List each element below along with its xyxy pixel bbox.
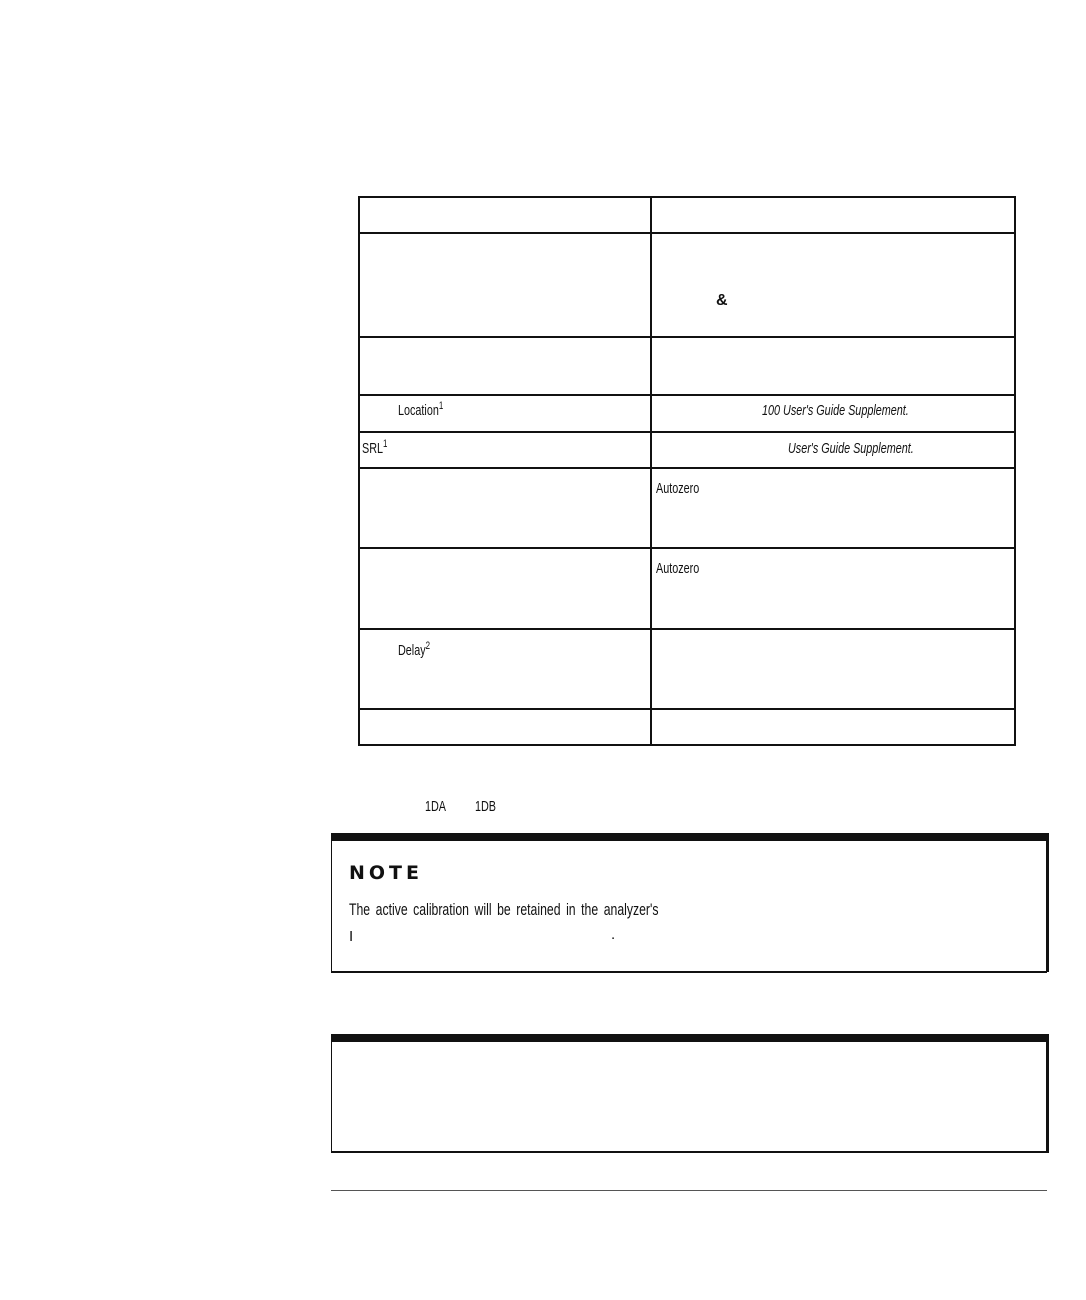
autozero-label-1: Autozero [656,480,700,497]
srl-description: User's Guide Supplement. [788,440,914,457]
location-description: 100 User's Guide Supplement. [762,402,909,419]
table-rule-6 [358,547,1016,549]
page-bottom-rule [331,1190,1047,1191]
location-label: Location$^1$ [398,400,444,419]
option-code-1da: 1DA [425,798,447,815]
table-rule-7 [358,628,1016,630]
table-rule-5 [358,467,1016,469]
note-text: The active calibration will be retained in the analyzer's [349,900,659,919]
ampersand-glyph: & [716,292,728,309]
table-rule-middle [650,196,652,746]
note-box-underline [331,971,1047,973]
table-rule-top [358,196,1016,198]
table-rule-2 [358,336,1016,338]
table-rule-1 [358,232,1016,234]
delay-label: Delay$^2$ [398,640,431,659]
caution-box [331,1034,1049,1153]
table-rule-right [1014,196,1016,746]
table-rule-8 [358,708,1016,710]
autozero-label-2: Autozero [656,560,700,577]
table-rule-left [358,196,360,746]
option-code-1db: 1DB [475,798,497,815]
caution-box-underline [331,1151,1047,1153]
table-rule-bottom [358,744,1016,746]
note-title: NOTE [349,862,423,884]
note-fragment-bar: I [349,928,354,945]
note-fragment-dot: . [611,926,616,943]
settings-table [358,196,1016,746]
table-rule-4 [358,431,1016,433]
srl-label: SRL$^1$ [362,438,388,457]
table-rule-3 [358,394,1016,396]
